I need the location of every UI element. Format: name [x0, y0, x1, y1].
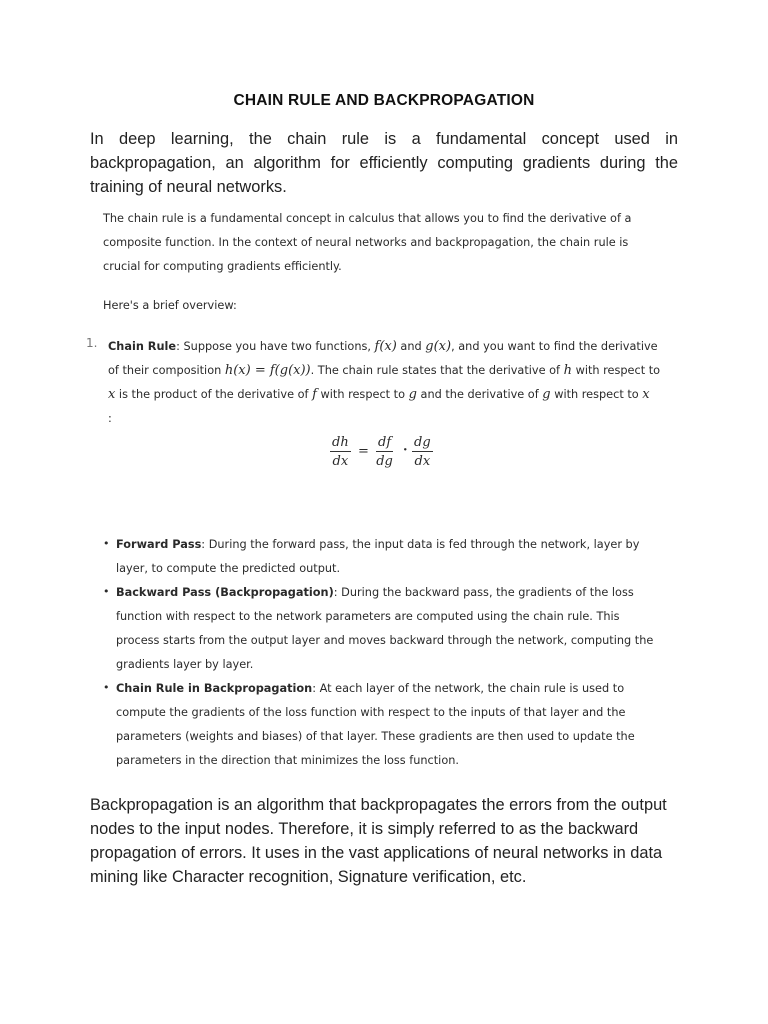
math-g-2: g: [542, 387, 551, 402]
item-and: and: [396, 340, 426, 353]
bullet-icon: •: [103, 585, 110, 598]
math-g: g: [408, 387, 417, 402]
fraction-dh-dx: [330, 435, 351, 469]
bullet-label: Chain Rule in Backpropagation: [116, 682, 313, 695]
math-x-2: x: [642, 387, 650, 402]
bullet-list: [100, 533, 660, 773]
equals-sign: =: [358, 444, 369, 459]
fraction-numerator: df: [378, 435, 392, 450]
list-item: [100, 677, 660, 773]
bullet-text: : During the forward pass, the input data is fed through the network, layer by layer, to compute the predicted output.: [116, 538, 640, 575]
math-f-x: f(x): [374, 339, 397, 354]
fraction-numerator: dh: [332, 435, 349, 450]
item-text-4: with respect to: [572, 364, 661, 377]
list-item: [100, 533, 660, 581]
item-text-7: and the derivative of: [416, 388, 543, 401]
item-text-2: , and you want to find the derivative of their composition: [108, 340, 658, 377]
overview-label: Here's a brief overview:: [103, 299, 237, 312]
bullet-label: Forward Pass: [116, 538, 202, 551]
fraction-denominator: dx: [414, 454, 431, 469]
item-text-5: is the product of the derivative of: [115, 388, 313, 401]
fraction-df-dg: [376, 435, 393, 469]
fraction-dg-dx: [412, 435, 433, 469]
math-g-x: g(x): [425, 339, 452, 354]
bullet-text: : At each layer of the network, the chain rule is used to compute the gradients of the loss function with respect to the inputs of that layer and the parameters (weights and biases) of that layer. These gradients are then used to update the parameters in the direction that minimizes the loss function.: [116, 682, 635, 767]
item-text-3: . The chain rule states that the derivative of: [310, 364, 564, 377]
bullet-icon: •: [103, 537, 110, 550]
math-f: f: [312, 387, 317, 402]
item-text-6: with respect to: [316, 388, 409, 401]
chain-rule-label: Chain Rule: [108, 340, 177, 353]
math-h: h: [563, 363, 572, 378]
list-number: 1.: [86, 336, 98, 350]
math-x: x: [108, 387, 116, 402]
fraction-denominator: dx: [332, 454, 349, 469]
screenshot-paragraph: The chain rule is a fundamental concept in calculus that allows you to find the derivative of a composite function. In the context of neural networks and backpropagation, the chain rule is crucial for computing gradients efficiently.: [103, 212, 632, 273]
bullet-text: : During the backward pass, the gradients of the loss function with respect to the network parameters are computed using the chain rule. This process starts from the output layer and moves backward through the network, computing the gradients layer by layer.: [116, 586, 654, 671]
closing-paragraph: Backpropagation is an algorithm that backpropagates the errors from the output nodes to the input nodes. Therefore, it is simply referred to as the backward propagation of errors. It uses in the vast applications of neural networks in data mining like Character recognition, Signature verification, etc.: [90, 796, 667, 886]
chain-rule-formula: [330, 435, 440, 475]
bullet-icon: •: [103, 681, 110, 694]
item-end-colon: :: [108, 412, 112, 425]
item-text-8: with respect to: [550, 388, 643, 401]
intro-paragraph: In deep learning, the chain rule is a fundamental concept used in backpropagation, an algorithm for efficiently computing gradients during the training of neural networks.: [90, 130, 678, 196]
bullet-label: Backward Pass (Backpropagation): [116, 586, 334, 599]
list-item: [100, 581, 660, 677]
item-text-1: : Suppose you have two functions,: [176, 340, 375, 353]
fraction-denominator: dg: [376, 454, 393, 469]
fraction-numerator: dg: [414, 435, 431, 450]
page-title: CHAIN RULE AND BACKPROPAGATION: [233, 92, 535, 109]
chain-rule-item: [108, 335, 668, 431]
multiply-dot: ·: [403, 443, 408, 458]
math-h-def: h(x) = f(g(x)): [224, 363, 311, 378]
